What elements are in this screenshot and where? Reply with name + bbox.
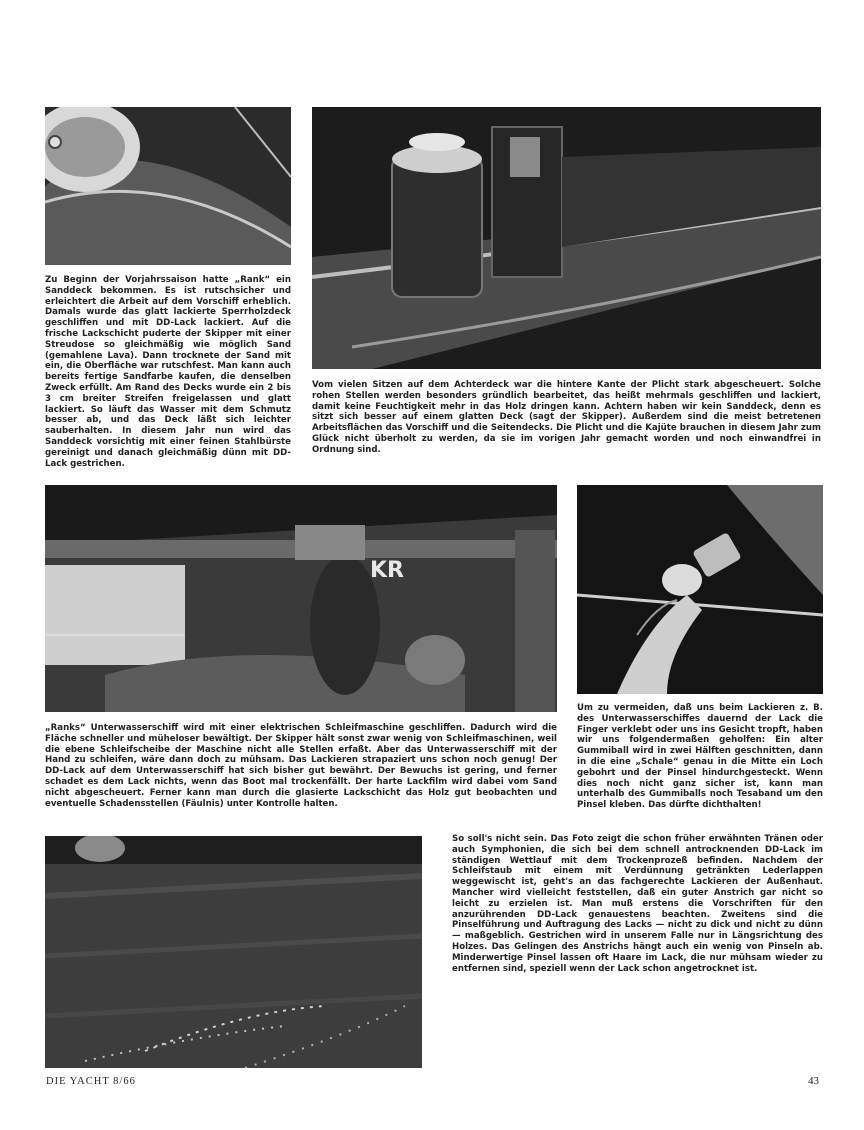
photo-achterdeck (312, 107, 821, 369)
caption-lacktraenen: So soll's nicht sein. Das Foto zeigt die schon früher erwähnten Tränen oder auch Symphonien, die sich bei dem schnell antrocknenden DD-Lack im ständigen Wettlauf mit dem Trockenprozeß befinden. Nachdem der Schleifstaub mit einem mit Verdünnung getränkten Lederlappen weggewischt ist, geht's an das fachgerechte Lackieren der Außenhaut. Mancher wird vielleicht feststellen, daß ein guter Anstrich gar nicht so leicht zu erzielen ist. Man muß erstens die Vorschriften für den anzurührenden DD-Lack genauestens beachten. Zweitens sind die Pinselführung und Auftragung des Lacks — nicht zu dick und nicht zu dünn — maßgeblich. Gestrichen wird in unserem Falle nur in Längsrichtung des Holzes. Das Gelingen des Anstrichs hängt auch ein wenig von Pinseln ab. Minderwertige Pinsel lassen oft Haare im Lack, die nur mühsam wieder zu entfernen sind, speziell wenn der Lack schon angetrocknet ist. (452, 834, 823, 974)
hull-registration-letters: KR (370, 558, 404, 583)
caption-sanddeck: Zu Beginn der Vorjahrssaison hatte „Rank“ ein Sanddeck bekommen. Es ist rutschsicher und erleichtert die Arbeit auf dem Vorschiff erheblich. Damals wurde das glatt lackierte Sperrholzdeck geschliffen und mit DD-Lack lackiert. Auf die frische Lackschicht puderte der Skipper mit einer Streudose so gleichmäßig wie möglich Sand (gemahlene Lava). Dann trocknete der Sand mit ein, die Oberfläche war rutschfest. Man kann auch bereits fertige Sandfarbe kaufen, die denselben Zweck erfüllt. Am Rand des Decks wurde ein 2 bis 3 cm breiter Streifen freigelassen und glatt lackiert. So läuft das Wasser mit dem Schmutz besser ab, und das Deck läßt sich leichter sauberhalten. In diesem Jahr nun wird das Sanddeck vorsichtig mit einer feinen Stahlbürste gereinigt und danach gleichmäßig dünn mit DD-Lack gestrichen. (45, 275, 291, 469)
magazine-issue: DIE YACHT 8/66 (46, 1076, 136, 1087)
photo-achterdeck-image (312, 107, 821, 369)
photo-unterwasserschiff (45, 485, 557, 712)
photo-sanddeck-image (45, 107, 291, 265)
caption-achterdeck: Vom vielen Sitzen auf dem Achterdeck war die hintere Kante der Plicht stark abgescheuert. Solche rohen Stellen werden besonders gründlich bearbeitet, das heißt mehrmals geschliffen und lackiert, damit keine Feuchtigkeit mehr in das Holz dringen kann. Achtern haben wir kein Sanddeck, denn es sitzt sich besser auf einem glatten Deck (sagt der Skipper). Außerdem sind die meist betretenen Arbeitsflächen das Vorschiff und die Seitendecks. Die Plicht und die Kajüte brauchen in diesem Jahr zum Glück nicht überholt zu werden, da sie im vorigen Jahr gemacht worden und noch einwandfrei in Ordnung sind. (312, 380, 821, 455)
photo-unterwasserschiff-image (45, 485, 557, 712)
photo-sanddeck (45, 107, 291, 265)
caption-gummiball: Um zu vermeiden, daß uns beim Lackieren z. B. des Unterwasserschiffes dauernd der Lack die Finger verklebt oder uns ins Gesicht tropft, haben wir uns folgendermaßen geholfen: Ein alter Gummiball wird in zwei Hälften geschnitten, dann in die eine „Schale“ genau in die Mitte ein Loch gebohrt und der Pinsel hindurchgesteckt. Wenn dies noch nicht ganz sicher ist, kann man unterhalb des Gummiballs noch Tesaband um den Pinsel kleben. Das dürfte dichthalten! (577, 703, 823, 811)
photo-gummiball-pinsel (577, 485, 823, 694)
page-number: 43 (808, 1075, 819, 1087)
photo-lacktraenen (45, 836, 422, 1068)
caption-unterwasserschiff: „Ranks“ Unterwasserschiff wird mit einer elektrischen Schleifmaschine geschliffen. Dadurch wird die Fläche schneller und müheloser bewältigt. Der Skipper hält sonst zwar wenig von Schleifmaschinen, weil die ebene Schleifscheibe der Maschine nicht alle Stellen erfaßt. Aber das Unterwasserschiff mit der Hand zu schleifen, wäre dann doch zu mühsam. Das Lackieren strapaziert uns schon noch genug! Der DD-Lack auf dem Unterwasserschiff hat sich bisher gut bewährt. Der Bewuchs ist gering, und ferner schadet es dem Lack nichts, wenn das Boot mal trockenfällt. Der harte Lackfilm wird dabei vom Sand nicht abgescheuert. Ferner kann man durch die glasierte Lackschicht das Holz gut beobachten und eventuelle Schadensstellen (Fäulnis) unter Kontrolle halten. (45, 723, 557, 809)
photo-lacktraenen-image (45, 836, 422, 1068)
photo-gummiball-pinsel-image (577, 485, 823, 694)
